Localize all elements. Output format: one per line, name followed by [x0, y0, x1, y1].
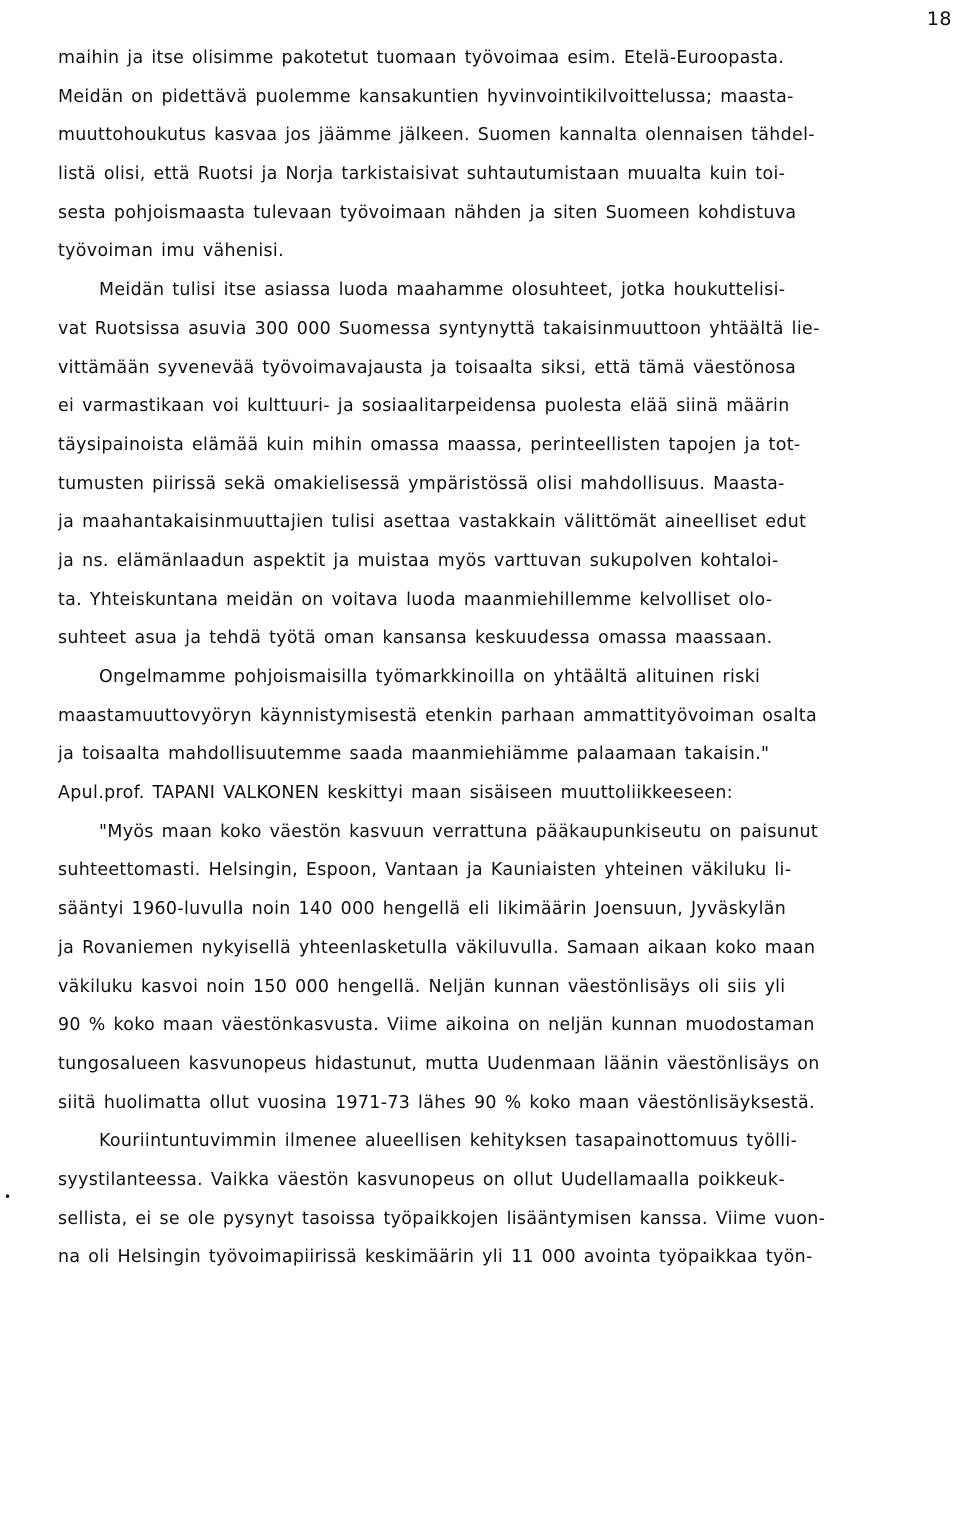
text-line: työvoiman imu vähenisi.	[58, 241, 284, 262]
text-line: suhteet asua ja tehdä työtä oman kansansa keskuudessa omassa maassaan.	[58, 628, 773, 649]
text-line: täysipainoista elämää kuin mihin omassa maassa, perinteellisten tapojen ja tot-	[58, 434, 801, 455]
text-line: sellista, ei se ole pysynyt tasoissa työpaikkojen lisääntymisen kanssa. Viime vuon-	[58, 1208, 826, 1229]
text-line: suhteettomasti. Helsingin, Espoon, Vantaan ja Kauniaisten yhteinen väkiluku li-	[58, 860, 792, 881]
margin-mark: •	[4, 1190, 12, 1204]
text-line: listä olisi, että Ruotsi ja Norja tarkistaisivat suhtautumistaan muualta kuin toi-	[58, 164, 786, 185]
text-line: Meidän on pidettävä puolemme kansakuntien hyvinvointikilvoittelussa; maasta-	[58, 86, 794, 107]
text-line: ei varmastikaan voi kulttuuri- ja sosiaalitarpeidensa puolesta elää siinä määrin	[58, 396, 790, 417]
text-line: Ongelmamme pohjoismaisilla työmarkkinoilla on yhtäältä alituinen riski	[99, 667, 761, 687]
text-line: ja ns. elämänlaadun aspektit ja muistaa myös varttuvan sukupolven kohtaloi-	[58, 550, 779, 571]
text-line: vittämään syvenevää työvoimavajausta ja toisaalta siksi, että tämä väestönosa	[58, 357, 797, 378]
page-number: 18	[926, 8, 952, 30]
text-line: Meidän tulisi itse asiassa luoda maahamme olosuhteet, jotka houkuttelisi-	[99, 280, 786, 301]
text-line: ja maahantakaisinmuuttajien tulisi asettaa vastakkain välittömät aineelliset edut	[58, 512, 807, 533]
text-line: maihin ja itse olisimme pakotetut tuomaan työvoimaa esim. Etelä-Euroopasta.	[58, 48, 785, 68]
text-line: 90 % koko maan väestönkasvusta. Viime aikoina on neljän kunnan muodostaman	[58, 1015, 815, 1036]
body-text	[58, 39, 953, 1277]
text-line: sesta pohjoismaasta tulevaan työvoimaan nähden ja siten Suomeen kohdistuva	[58, 202, 797, 223]
text-line: "Myös maan koko väestön kasvuun verrattuna pääkaupunkiseutu on paisunut	[99, 821, 819, 842]
text-line: maastamuuttovyöryn käynnistymisestä etenkin parhaan ammattityövoiman osalta	[58, 705, 817, 726]
text-line: muuttohoukutus kasvaa jos jäämme jälkeen. Suomen kannalta olennaisen tähdel-	[58, 125, 815, 146]
text-line: tungosalueen kasvunopeus hidastunut, mutta Uudenmaan läänin väestönlisäys on	[58, 1053, 820, 1074]
text-line: Apul.prof. TAPANI VALKONEN keskittyi maan sisäiseen muuttoliikkeeseen:	[58, 783, 733, 804]
text-line: ta. Yhteiskuntana meidän on voitava luoda maanmiehillemme kelvolliset olo-	[58, 589, 773, 610]
text-line: syystilanteessa. Vaikka väestön kasvunopeus on ollut Uudellamaalla poikkeuk-	[58, 1169, 785, 1190]
text-line: väkiluku kasvoi noin 150 000 hengellä. Neljän kunnan väestönlisäys oli siis yli	[58, 976, 786, 997]
text-line: ja toisaalta mahdollisuutemme saada maanmiehiämme palaamaan takaisin."	[58, 744, 770, 765]
text-line: vat Ruotsissa asuvia 300 000 Suomessa syntynyttä takaisinmuuttoon yhtäältä lie-	[58, 318, 820, 339]
text-line: sääntyi 1960-luvulla noin 140 000 hengellä eli likimäärin Joensuun, Jyväskylän	[58, 899, 787, 920]
text-line: siitä huolimatta ollut vuosina 1971-73 lähes 90 % koko maan väestönlisäyksestä.	[58, 1092, 815, 1113]
text-line: tumusten piirissä sekä omakielisessä ympäristössä olisi mahdollisuus. Maasta-	[58, 473, 785, 494]
text-line: Kouriintuntuvimmin ilmenee alueellisen kehityksen tasapainottomuus työlli-	[99, 1131, 798, 1152]
text-line: ja Rovaniemen nykyisellä yhteenlasketulla väkiluvulla. Samaan aikaan koko maan	[58, 937, 816, 958]
text-line: na oli Helsingin työvoimapiirissä keskimäärin yli 11 000 avointa työpaikkaa työn-	[58, 1247, 813, 1268]
